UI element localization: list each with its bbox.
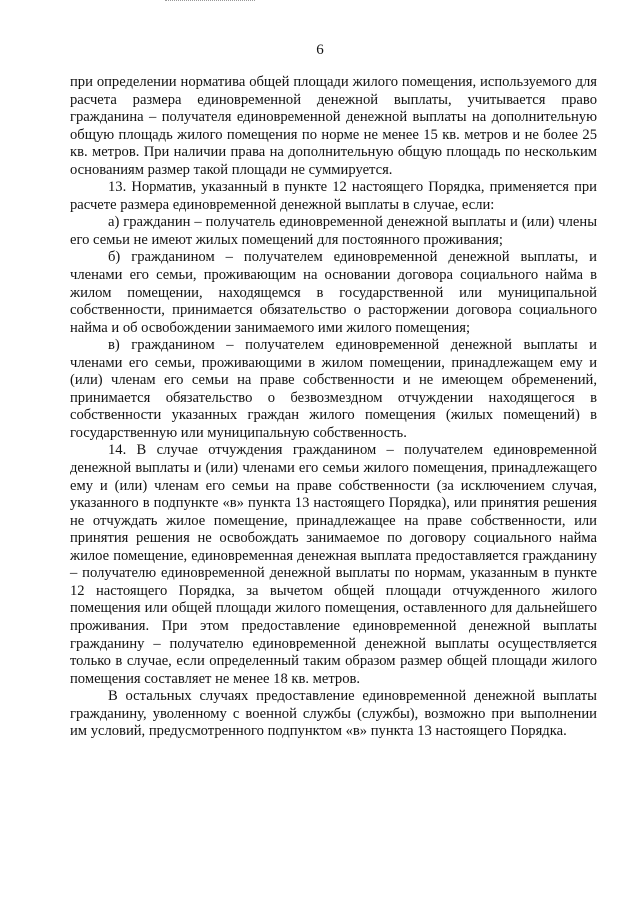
paragraph-subitem-v: в) гражданином – получателем единовременной денежной выплаты и членами его семьи, проживающими в жилом помещении, принадлежащем ему и (или) членам его семьи на праве собственности и не имеющем обременений, принимается обязательство о безвозмездном отчуждении находящегося в собственности указанных граждан жилого помещения (жилых помещений) в государственную или муниципальную собственность.	[70, 337, 597, 441]
paragraph-subitem-a: а) гражданин – получатель единовременной денежной выплаты и (или) члены его семьи не имеют жилых помещений для постоянного проживания;	[70, 214, 597, 248]
paragraph-subitem-b: б) гражданином – получателем единовременной денежной выплаты, и членами его семьи, проживающим на основании договора социального найма в жилом помещении, находящемся в государственной или муниципальной собственности, принимается обязательство о расторжении договора социального найма и об освобождении занимаемого ими жилого помещения;	[70, 249, 597, 336]
paragraph-other-cases: В остальных случаях предоставление единовременной денежной выплаты гражданину, уволенному с военной службы (службы), возможно при выполнении им условий, предусмотренного подпунктом «в» пункта 13 настоящего Порядка.	[70, 688, 597, 740]
page-number: 6	[316, 42, 324, 58]
paragraph-continuation: при определении норматива общей площади жилого помещения, используемого для расчета размера единовременной денежной выплаты, учитывается право гражданина – получателя единовременной денежной выплаты на дополнительную общую площадь жилого помещения по норме не менее 15 кв. метров и не более 25 кв. метров. При наличии права на дополнительную общую площадь по нескольким основаниям размер такой площади не суммируется.	[70, 74, 597, 178]
paragraph-item-14: 14. В случае отчуждения гражданином – получателем единовременной денежной выплаты и (или) членами его семьи жилого помещения, принадлежащего ему и (или) членам его семьи на праве собственности (за исключением случая, указанного в подпункте «в» пункта 13 настоящего Порядка), или принятия решения не отчуждать жилое помещение, принадлежащее на праве собственности, или принятия решения не освобождать занимаемое по договору социального найма жилое помещение, единовременная денежная выплата предоставляется гражданину – получателю единовременной денежной выплаты по нормам, указанным в пункте 12 настоящего Порядка, за вычетом общей площади отчужденного жилого помещения или общей площади жилого помещения, оставленного для дальнейшего проживания. При этом предоставление единовременной денежной выплаты гражданину – получателю единовременной денежной выплаты осуществляется только в случае, если определенный таким образом размер общей площади жилого помещения составляет не менее 18 кв. метров.	[70, 442, 597, 687]
paragraph-item-13: 13. Норматив, указанный в пункте 12 настоящего Порядка, применяется при расчете размера единовременной денежной выплаты в случае, если:	[70, 179, 597, 213]
document-body	[70, 74, 597, 741]
scan-edge-mark	[165, 0, 255, 2]
